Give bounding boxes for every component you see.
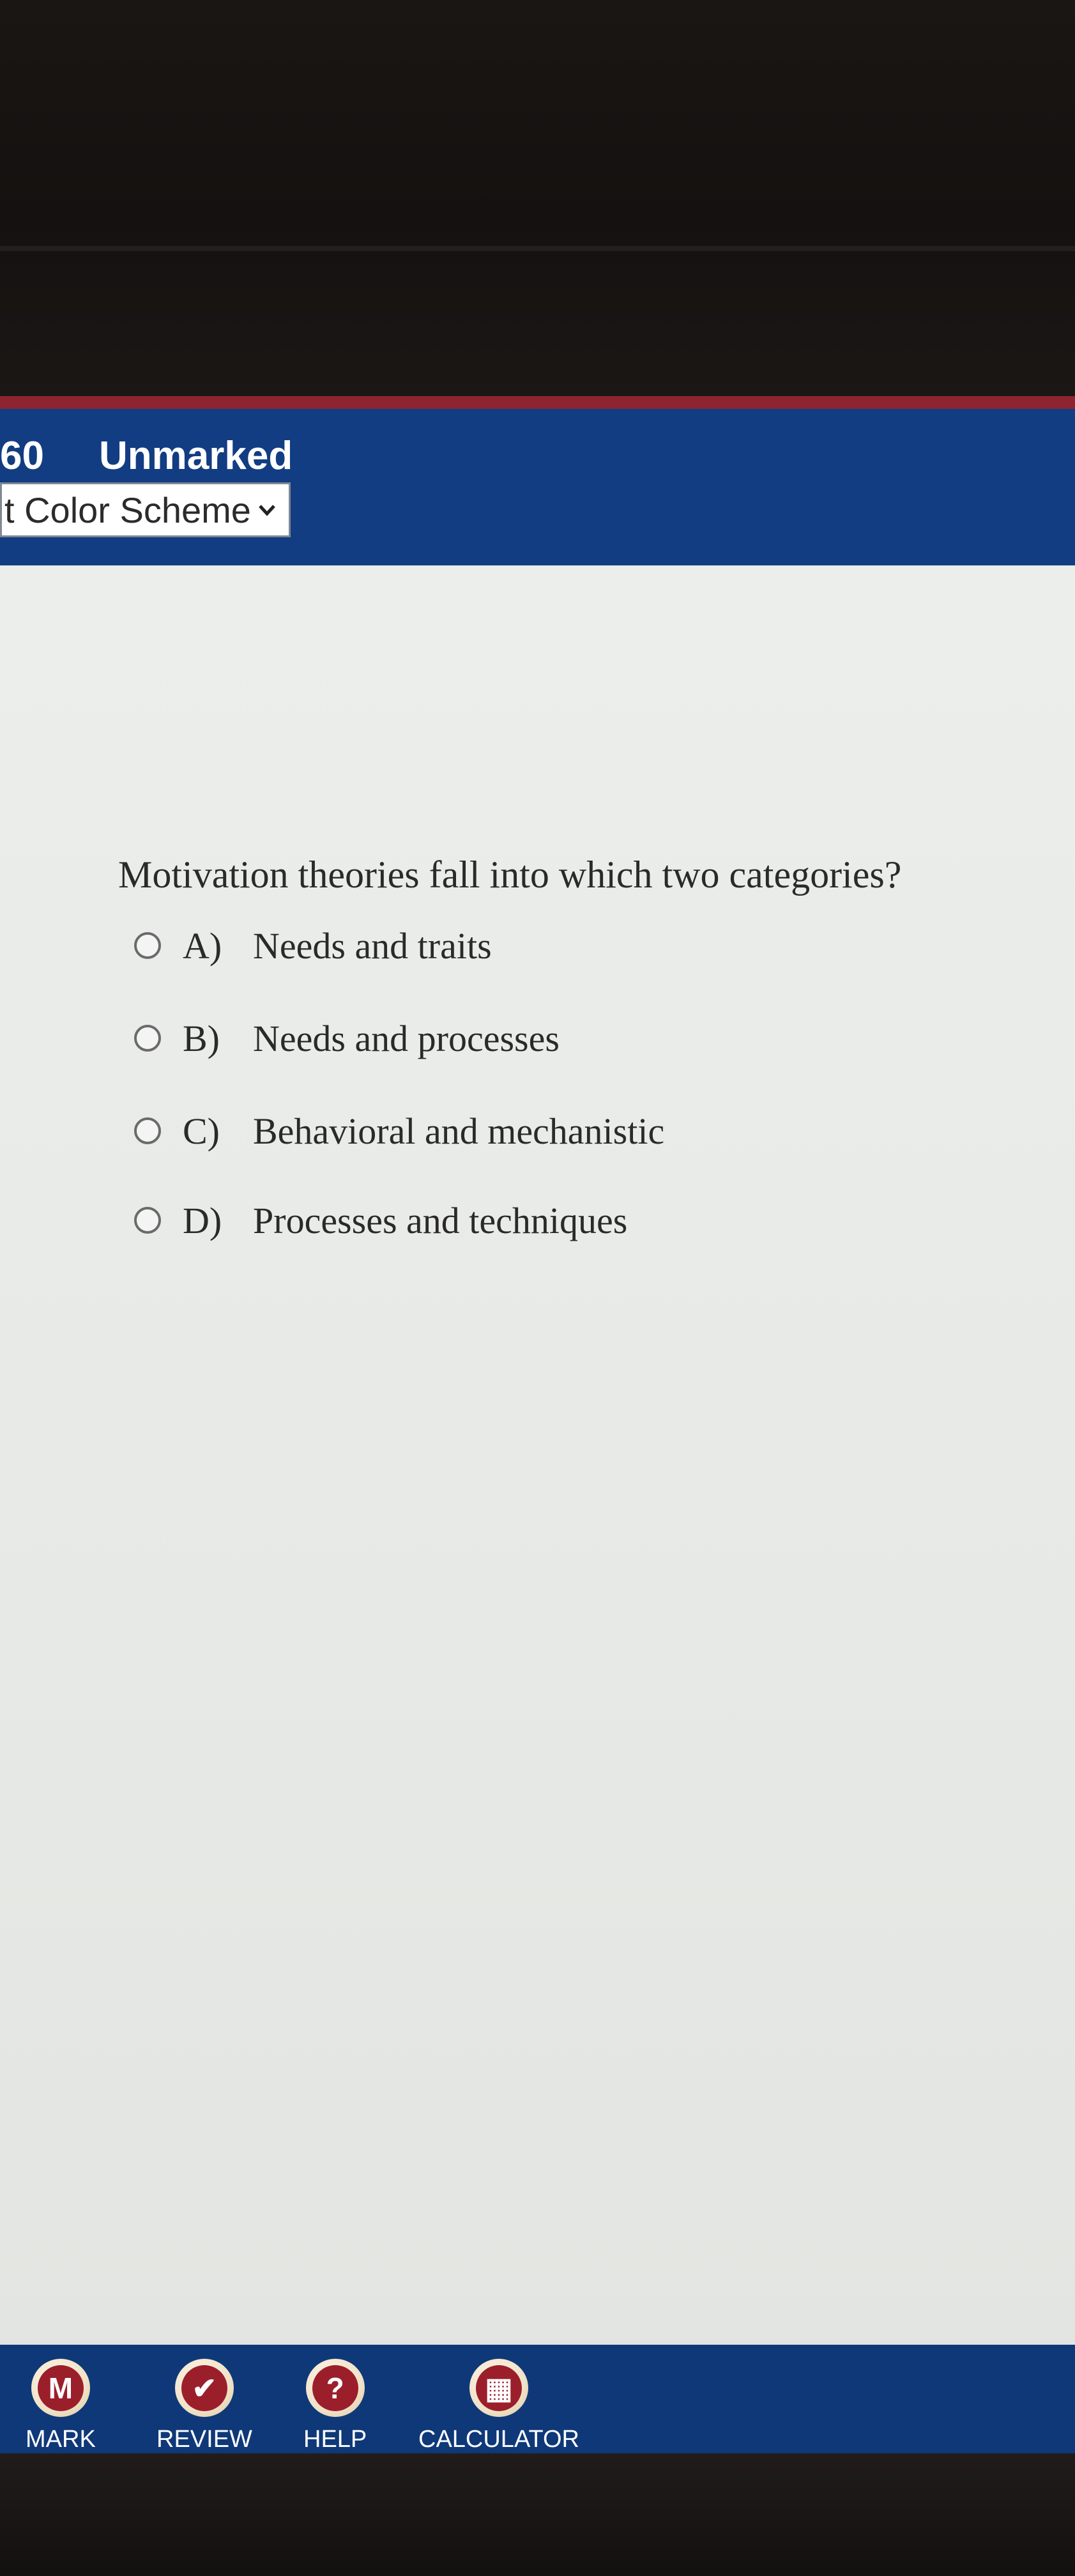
bottom-toolbar bbox=[0, 2345, 1075, 2453]
option-text: Behavioral and mechanistic bbox=[253, 1110, 665, 1152]
mark-label: MARK bbox=[26, 2426, 96, 2453]
option-text: Needs and processes bbox=[253, 1017, 560, 1059]
help-button[interactable] bbox=[303, 2345, 367, 2453]
option-letter: C) bbox=[183, 1110, 220, 1152]
color-scheme-select[interactable] bbox=[0, 482, 291, 537]
help-icon: ? bbox=[306, 2359, 365, 2417]
mark-icon: M bbox=[31, 2359, 90, 2417]
review-label: REVIEW bbox=[156, 2426, 252, 2453]
calculator-icon: ▦ bbox=[469, 2359, 528, 2417]
calculator-label: CALCULATOR bbox=[418, 2426, 579, 2453]
chevron-down-icon bbox=[257, 500, 277, 519]
option-letter: B) bbox=[183, 1017, 220, 1059]
screen-edge bbox=[0, 246, 1075, 251]
option-d[interactable] bbox=[134, 1195, 627, 1246]
screen-bezel-bottom bbox=[0, 2453, 1075, 2576]
option-text: Needs and traits bbox=[253, 924, 492, 967]
mark-button[interactable] bbox=[26, 2345, 96, 2453]
header-bar bbox=[0, 396, 1075, 565]
help-label: HELP bbox=[303, 2426, 367, 2453]
radio-d[interactable] bbox=[134, 1207, 161, 1234]
option-b[interactable] bbox=[134, 1013, 560, 1064]
mark-status: Unmarked bbox=[99, 434, 293, 478]
checkmark-icon: ✔ bbox=[175, 2359, 234, 2417]
option-text: Processes and techniques bbox=[253, 1199, 628, 1241]
option-c[interactable] bbox=[134, 1105, 664, 1156]
option-letter: D) bbox=[183, 1199, 222, 1241]
option-letter: A) bbox=[183, 924, 222, 967]
question-text: Motivation theories fall into which two categories? bbox=[118, 854, 902, 896]
question-panel bbox=[0, 565, 1075, 2345]
color-scheme-label: t Color Scheme bbox=[4, 489, 251, 530]
question-number: 60 bbox=[0, 434, 44, 478]
option-a[interactable] bbox=[134, 920, 492, 971]
radio-c[interactable] bbox=[134, 1117, 161, 1144]
screen-bezel-top bbox=[0, 0, 1075, 396]
radio-a[interactable] bbox=[134, 932, 161, 959]
calculator-button[interactable] bbox=[418, 2345, 579, 2453]
radio-b[interactable] bbox=[134, 1025, 161, 1052]
review-button[interactable] bbox=[156, 2345, 252, 2453]
